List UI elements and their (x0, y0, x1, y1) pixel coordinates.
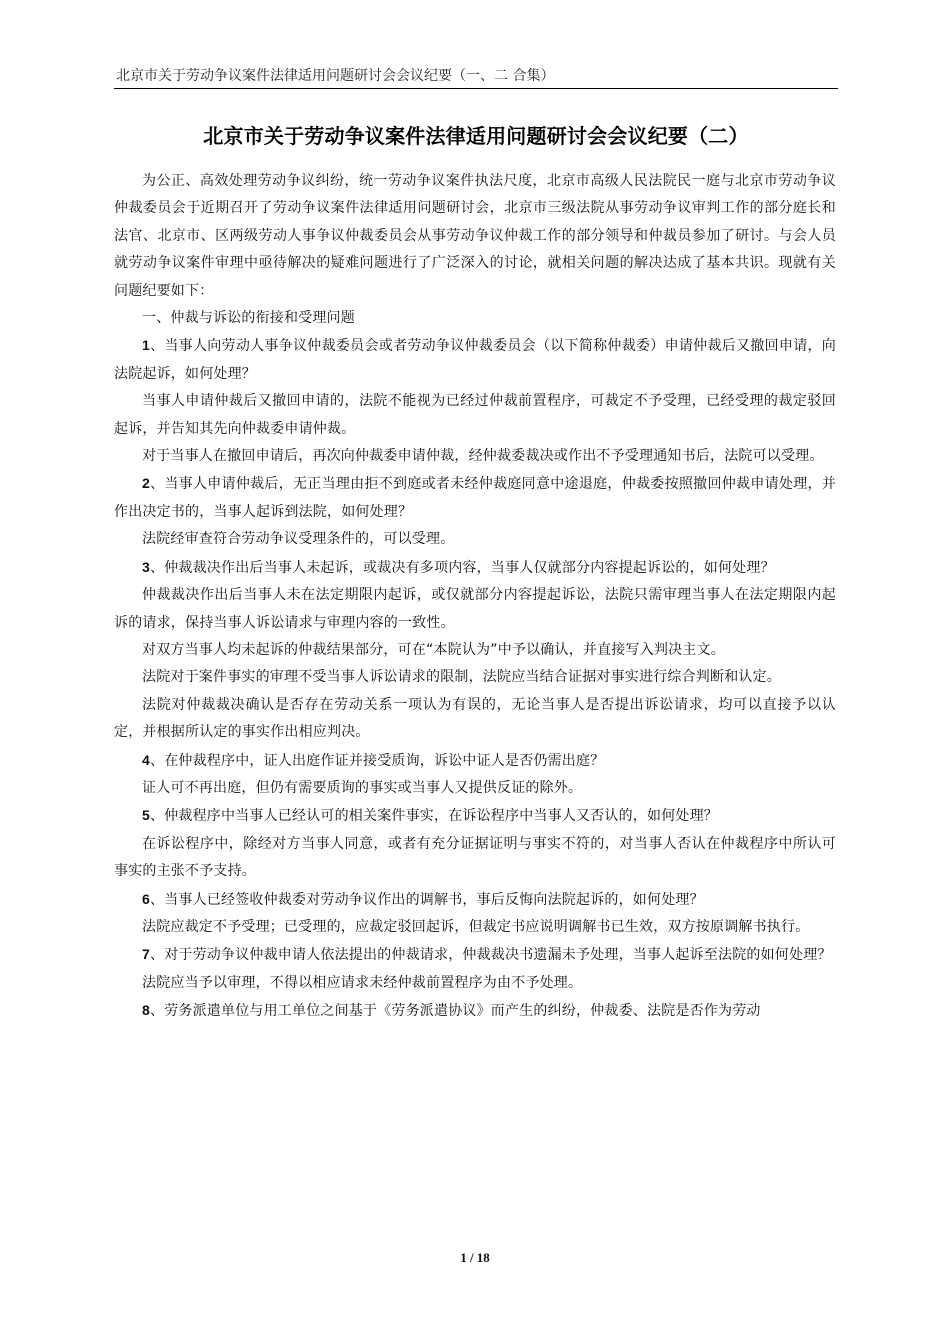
answer-paragraph (114, 831, 836, 886)
question-1 (114, 332, 836, 388)
question-number: 4 (142, 751, 150, 768)
paragraph-text: 在诉讼程序中，除经对方当事人同意，或者有充分证据证明与事实不符的，对当事人否认在仲裁程序中所认可事实的主张不予支持。 (114, 835, 836, 880)
question-6 (114, 886, 836, 914)
answer-paragraph (114, 664, 836, 691)
question-text: 、仲裁程序中当事人已经认可的相关案件事实，在诉讼程序中当事人又否认的，如何处理？ (150, 808, 718, 825)
answer-paragraph (114, 637, 836, 664)
question-number: 5 (142, 807, 150, 824)
running-header: 北京市关于劳动争议案件法律适用问题研讨会会议纪要（一、二 合集） (116, 68, 555, 84)
answer-paragraph (114, 914, 836, 941)
question-text: 、劳务派遣单位与用工单位之间基于《劳务派遣协议》而产生的纠纷，仲裁委、法院是否作为劳动 (150, 1003, 761, 1020)
question-number: 3 (142, 558, 150, 575)
paragraph-text: 法院经审查符合劳动争议受理条件的，可以受理。 (142, 531, 455, 548)
paragraph-text: 为公正、高效处理劳动争议纠纷，统一劳动争议案件执法尺度，北京市高级人民法院民一庭与北京市劳动争议仲裁委员会于近期召开了劳动争议案件法律适用问题研讨会，北京市三级法院从事劳动争议审判工作的部分庭长和法官、北京市、区两级劳动人事争议仲裁委员会从事劳动争议仲裁工作的部分领导和仲裁员参加了研讨。与会人员就劳动争议案件审理中亟待解决的疑难问题进行了广泛深入的讨论，就相关问题的解决达成了基本共识。现就有关问题纪要如下： (114, 173, 836, 299)
question-number: 7 (142, 946, 150, 963)
question-text: 、当事人向劳动人事争议仲裁委员会或者劳动争议仲裁委员会（以下简称仲裁委）申请仲裁后又撤回申请，向法院起诉，如何处理？ (114, 338, 836, 382)
paragraph-text: 法院对仲裁裁决确认是否存在劳动关系一项认为有误的，无论当事人是否提出诉讼请求，均可以直接予以认定，并根据所认定的事实作出相应判决。 (114, 696, 836, 741)
paragraph-text: 法院对于案件事实的审理不受当事人诉讼请求的限制，法院应当结合证据对事实进行综合判断和认定。 (142, 669, 781, 686)
paragraph-intro (114, 168, 836, 305)
paragraph-text: 法院应裁定不予受理；已受理的，应裁定驳回起诉，但裁定书应说明调解书已生效，双方按原调解书执行。 (142, 918, 810, 935)
answer-paragraph (114, 526, 836, 553)
question-5 (114, 802, 836, 830)
question-text: 、在仲裁程序中，证人出庭作证并接受质询，诉讼中证人是否仍需出庭？ (150, 752, 605, 769)
question-text: 、对于劳动争议仲裁申请人依法提出的仲裁请求，仲裁裁决书遗漏未予处理，当事人起诉至法院的如何处理？ (150, 947, 832, 964)
section-heading (114, 305, 836, 332)
paragraph-text: 对于当事人在撤回申请后，再次向仲裁委申请仲裁，经仲裁委裁决或作出不予受理通知书后，法院可以受理。 (142, 448, 824, 465)
question-number: 8 (142, 1002, 150, 1019)
question-4 (114, 747, 836, 775)
document-body (114, 168, 836, 1026)
question-7 (114, 941, 836, 969)
answer-paragraph (114, 970, 836, 997)
question-3 (114, 554, 836, 582)
question-8 (114, 997, 836, 1025)
question-text: 、当事人已经签收仲裁委对劳动争议作出的调解书，事后反悔向法院起诉的，如何处理？ (150, 891, 704, 908)
paragraph-text: 对双方当事人均未起诉的仲裁结果部分，可在“本院认为”中予以确认，并直接写入判决主文。 (142, 641, 725, 658)
answer-paragraph (114, 388, 836, 443)
question-number: 2 (142, 475, 150, 492)
answer-paragraph (114, 775, 836, 802)
question-number: 1 (142, 337, 150, 354)
question-text: 、当事人申请仲裁后，无正当理由拒不到庭或者未经仲裁庭同意中途退庭，仲裁委按照撤回仲裁申请处理，并作出决定书的，当事人起诉到法院，如何处理？ (114, 476, 836, 520)
question-number: 6 (142, 890, 150, 907)
paragraph-text: 仲裁裁决作出后当事人未在法定期限内起诉，或仅就部分内容提起诉讼，法院只需审理当事人在法定期限内起诉的请求，保持当事人诉讼请求与审理内容的一致性。 (114, 587, 836, 631)
page-number: 1 / 18 (460, 1250, 490, 1265)
header-divider (114, 88, 838, 89)
question-text: 、仲裁裁决作出后当事人未起诉，或裁决有多项内容，当事人仅就部分内容提起诉讼的，如何处理？ (150, 559, 775, 576)
question-2 (114, 470, 836, 526)
paragraph-text: 当事人申请仲裁后又撤回申请的，法院不能视为已经过仲裁前置程序，可裁定不予受理，已经受理的裁定驳回起诉，并告知其先向仲裁委申请仲裁。 (114, 393, 836, 437)
document-title: 北京市关于劳动争议案件法律适用问题研讨会会议纪要（二） (203, 124, 749, 148)
paragraph-text: 证人可不再出庭，但仍有需要质询的事实或当事人又提供反证的除外。 (142, 779, 583, 796)
answer-paragraph (114, 692, 836, 747)
answer-paragraph (114, 443, 836, 470)
paragraph-text: 法院应当予以审理，不得以相应请求未经仲裁前置程序为由不予处理。 (142, 974, 583, 991)
answer-paragraph (114, 582, 836, 637)
paragraph-text: 一、仲裁与诉讼的衔接和受理问题 (142, 310, 355, 327)
